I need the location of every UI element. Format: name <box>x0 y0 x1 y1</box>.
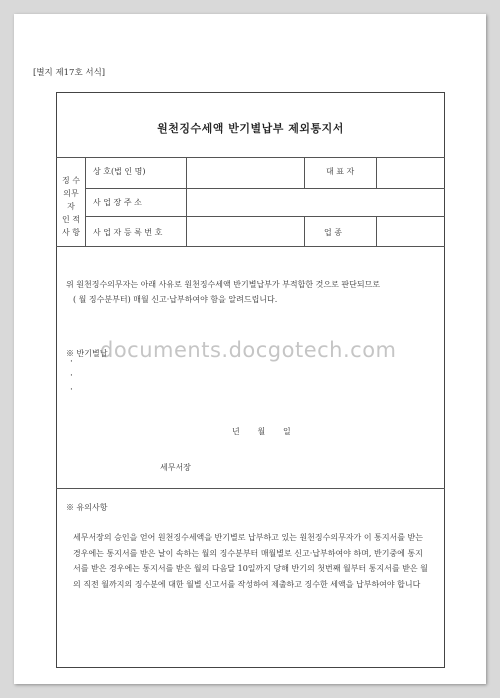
form-title: 원천징수세액 반기별납부 제외통지서 <box>157 122 344 135</box>
section-label-line-3: 인 적 <box>62 215 80 224</box>
bullet-item: · <box>70 385 73 395</box>
table-bottom-line <box>56 246 445 247</box>
section-label-line-1: 징 수 <box>62 176 80 185</box>
table-col-line-6 <box>376 216 377 246</box>
table-row-line-1 <box>85 188 445 189</box>
business-type-label: 업 종 <box>324 228 342 237</box>
section-label-line-4: 사 항 <box>62 228 80 237</box>
registration-number-label: 사 업 자 등 록 번 호 <box>93 228 163 237</box>
table-col-line-3 <box>304 157 305 188</box>
form-id: [별지 제17호 서식] <box>33 68 106 78</box>
section-label <box>62 174 80 239</box>
table-col-line-5 <box>376 157 377 188</box>
section-label-line-2: 의무자 <box>63 189 79 211</box>
table-col-line-2 <box>186 157 187 246</box>
table-col-line-1 <box>85 157 86 246</box>
notes-title: ※ 유의사항 <box>66 503 108 512</box>
notes-body: 세무서장의 승인을 얻어 원천징수세액을 반기별로 납부하고 있는 원천징수의무자가 이 통지서를 받는 경우에는 통지서를 받은 날이 속하는 월의 징수분부터 매월별로 신고·납부하여야 하며, 반기중에 통지서를 받은 경우에는 통지서를 받은 월의 다음달 10일까지 당해 반기의 첫번째 월부터 통지서를 받은 월의 직전 월까지의 징수분에 대한 월별 신고서를 작성하여 제출하고 징수한 세액을 납부하여야 합니다 <box>73 533 428 589</box>
table-top-line <box>56 157 445 158</box>
notice-line-2: ( 월 징수분부터) 매월 신고·납부하여야 함을 알려드립니다. <box>73 295 278 304</box>
bullet-item: · <box>70 371 73 381</box>
notes-divider <box>56 488 445 489</box>
reason-label: ※ 반기별납 <box>66 349 108 358</box>
table-row-line-2 <box>85 216 445 217</box>
tax-office-label: 세무서장 <box>160 463 191 472</box>
representative-label: 대 표 자 <box>326 167 355 176</box>
business-name-label: 상 호(법 인 명) <box>93 167 146 176</box>
notice-line-1: 위 원천징수의무자는 아래 사유로 원천징수세액 반기별납부가 부적합한 것으로 판단되므로 <box>66 280 381 289</box>
date-line: 년 월 일 <box>232 427 291 436</box>
watermark: documents.docgotech.com <box>100 338 397 362</box>
business-address-label: 사 업 장 주 소 <box>93 198 142 207</box>
table-col-line-4 <box>304 216 305 246</box>
bullet-item: · <box>70 357 73 367</box>
